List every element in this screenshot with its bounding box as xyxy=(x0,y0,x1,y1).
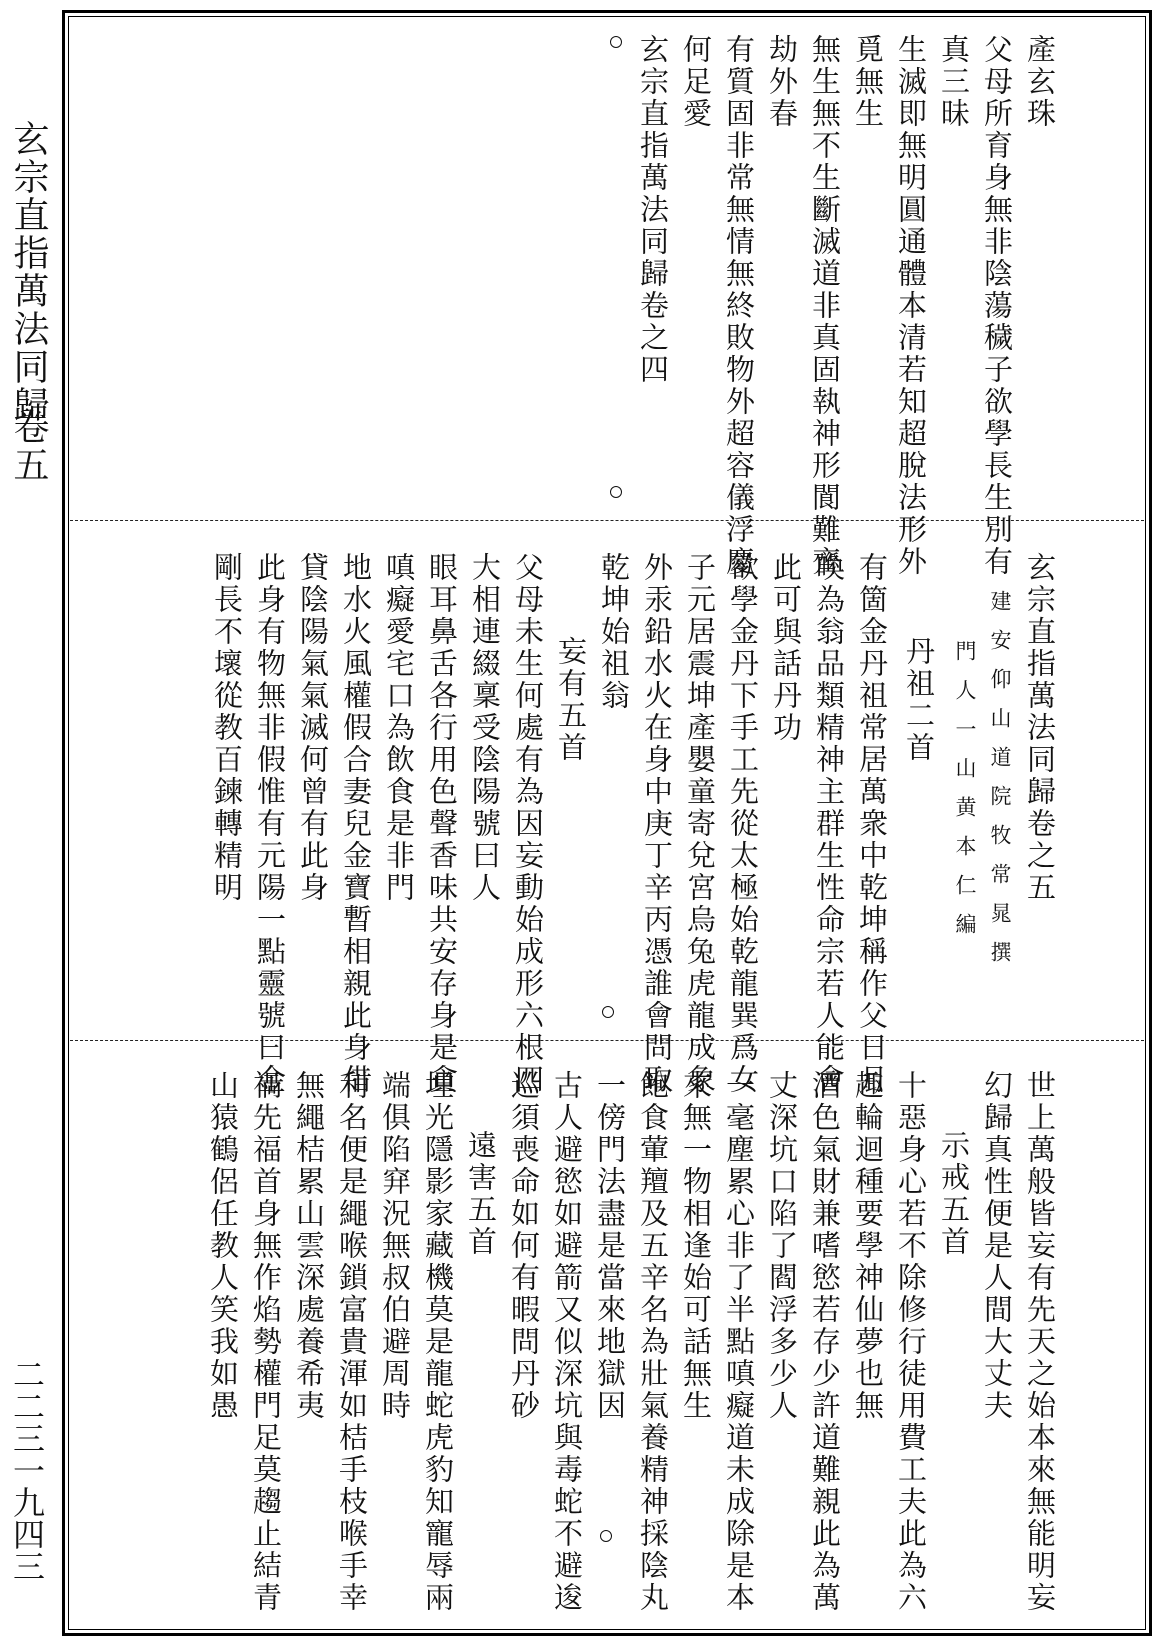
editor-line: 門人一山黄本仁編 xyxy=(953,640,977,952)
author-line: 建安仰山道院牧常晁撰 xyxy=(988,590,1012,980)
text-column: 十惡身心若不除修行徒用費工夫此為六 xyxy=(894,1070,928,1614)
text-column: 劫外春 xyxy=(765,34,799,130)
circle-mark xyxy=(610,486,622,498)
text-column: 貸陰陽氣氣滅何曾有此身 xyxy=(296,552,330,904)
text-column: 覓無生 xyxy=(851,34,885,130)
circle-mark xyxy=(600,1530,612,1542)
text-column: 一毫塵累心非了半點嗔癡道未成除是本 xyxy=(722,1070,756,1614)
circle-mark xyxy=(602,1006,614,1018)
text-column: 欲學金丹下手工先從太極始乾龍巽爲女 xyxy=(726,552,760,1096)
section-heading: 妄有五首 xyxy=(554,636,588,764)
text-column: 有質固非常無情無終敗物外超容儀浮慶 xyxy=(722,34,756,578)
text-column: 嗔癡愛宅口為飲食是非門 xyxy=(382,552,416,904)
section-heading: 示戒五首 xyxy=(937,1130,971,1258)
text-column: 巡須喪命如何有暇問丹砂 xyxy=(507,1070,541,1422)
text-column: 產玄珠 xyxy=(1023,34,1057,130)
section-heading: 遠害五首 xyxy=(464,1130,498,1258)
text-column: 眼耳鼻舌各行用色聲香味共安存身是貪 xyxy=(425,552,459,1096)
text-column: 無繩桔累山雲深處養希夷 xyxy=(292,1070,326,1422)
text-column: 乾坤始祖翁 xyxy=(597,552,631,712)
text-column: 父母所育身無非陰蕩穢子欲學長生別有 xyxy=(980,34,1014,578)
section-heading: 丹祖二首 xyxy=(902,636,936,764)
text-column: 一傍門法盡是當來地獄因 xyxy=(593,1070,627,1422)
text-column: 古人避慾如避箭又似深坑與毒蛇不避逡 xyxy=(550,1070,584,1614)
text-column: 地水火風權假合妻兒金寶暫相親此身借 xyxy=(339,552,373,1096)
margin-page-number: 二二三一九四三 xyxy=(8,1358,46,1582)
margin-volume: 卷五 xyxy=(8,408,49,484)
text-column: 大相連綴稟受陰陽號曰人 xyxy=(468,552,502,904)
text-column: 有箇金丹祖常居萬衆中乾坤稱作父日月 xyxy=(855,552,889,1096)
text-column: 端俱陷穽況無叔伯避周時 xyxy=(378,1070,412,1422)
text-column: 山猿鶴侶任教人笑我如愚 xyxy=(206,1070,240,1422)
text-column: 此可與話丹功 xyxy=(769,552,803,744)
text-column: 喚為翁品類精神主群生性命宗若人能會 xyxy=(812,552,846,1096)
text-column: 生滅即無明圓通體本清若知超脫法形外 xyxy=(894,34,928,578)
text-column: 外汞鉛水火在身中庚丁辛丙憑誰會問取 xyxy=(640,552,674,1096)
text-column: 埋光隱影家藏機莫是龍蛇虎豹知寵辱兩 xyxy=(421,1070,455,1614)
text-column: 利名便是繩喉鎖富貴渾如桔手枝喉手幸 xyxy=(335,1070,369,1614)
text-column: 趣輪迴種要學神仙夢也無 xyxy=(851,1070,885,1422)
text-column: 玄宗直指萬法同歸卷之五 xyxy=(1023,552,1057,904)
text-column: 世上萬般皆妄有先天之始本來無能明妄 xyxy=(1023,1070,1057,1614)
text-column: 酒色氣財兼嗜慾若存少許道難親此為萬 xyxy=(808,1070,842,1614)
text-column: 子元居震坤產嬰童寄兌宮烏兔虎龍成象 xyxy=(683,552,717,1096)
text-column: 禍先福首身無作焰勢權門足莫趨止結青 xyxy=(249,1070,283,1614)
text-column: 此身有物無非假惟有元陽一點靈號曰金 xyxy=(253,552,287,1096)
circle-mark xyxy=(610,36,622,48)
text-column: 玄宗直指萬法同歸卷之四 xyxy=(636,34,670,386)
register-divider-bottom xyxy=(70,1040,1144,1041)
text-column: 父母未生何處有為因妄動始成形六根四 xyxy=(511,552,545,1096)
text-column: 來無一物相逢始可話無生 xyxy=(679,1070,713,1422)
text-column: 飽食葷羶及五辛名為壯氣養精神採陰丸 xyxy=(636,1070,670,1614)
text-column: 丈深坑口陷了閻浮多少人 xyxy=(765,1070,799,1422)
text-column: 何足愛 xyxy=(679,34,713,130)
text-column: 幻歸真性便是人間大丈夫 xyxy=(980,1070,1014,1422)
text-column: 剛長不壞從教百鍊轉精明 xyxy=(210,552,244,904)
margin-title: 玄宗直指萬法同歸 xyxy=(8,120,49,424)
text-column: 真三昧 xyxy=(937,34,971,130)
text-column: 無生無不生斷滅道非真固執神形閬難齊 xyxy=(808,34,842,578)
